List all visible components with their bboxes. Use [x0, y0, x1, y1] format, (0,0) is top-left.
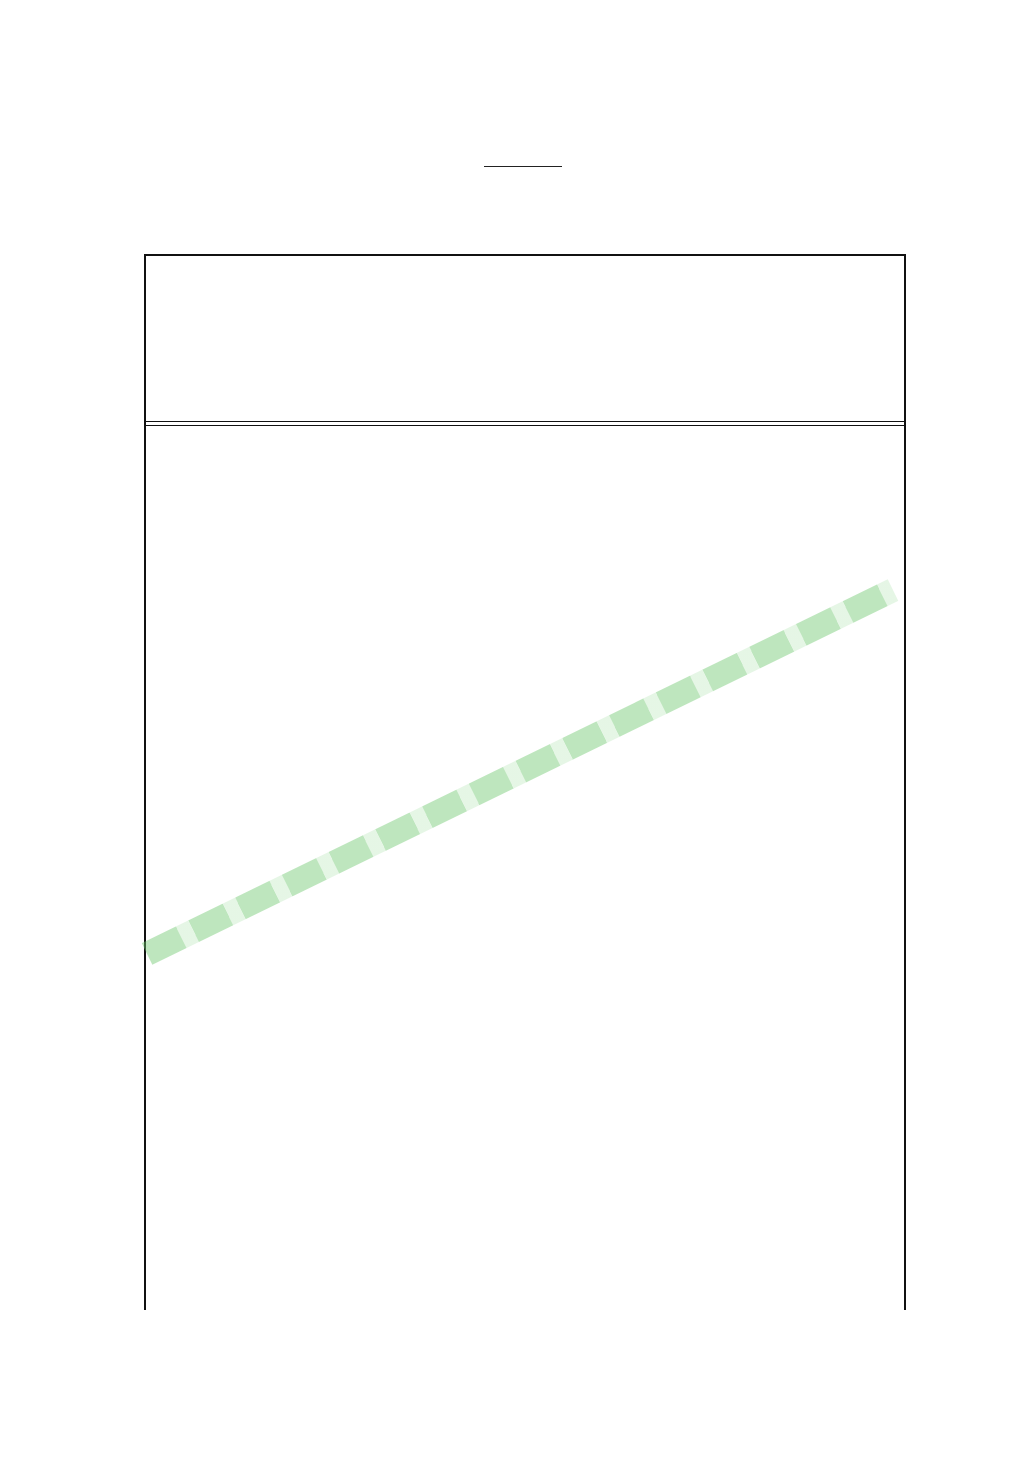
year-header-1908 — [502, 255, 602, 305]
count-subheader — [502, 305, 524, 417]
avg-subheader — [424, 305, 502, 417]
avg-subheader — [324, 305, 402, 417]
count-subheader — [402, 305, 424, 417]
header-rule-second — [146, 425, 906, 426]
page-number-rule — [484, 166, 562, 167]
year-header-1910 — [702, 255, 802, 305]
avg-subheader — [724, 305, 802, 417]
avg-subheader — [830, 305, 906, 417]
year-header-1909 — [602, 255, 702, 305]
count-subheader — [602, 305, 624, 417]
count-subheader — [802, 305, 830, 417]
year-header-total — [802, 255, 906, 305]
avg-subheader — [524, 305, 602, 417]
watermark-stripe — [142, 579, 899, 964]
year-header-1907 — [402, 255, 502, 305]
avg-subheader — [624, 305, 702, 417]
germination-table — [144, 255, 906, 441]
name-column-header — [144, 255, 302, 417]
header-rule — [146, 421, 906, 422]
year-header-1906 — [302, 255, 402, 305]
count-subheader — [302, 305, 324, 417]
count-subheader — [702, 305, 724, 417]
